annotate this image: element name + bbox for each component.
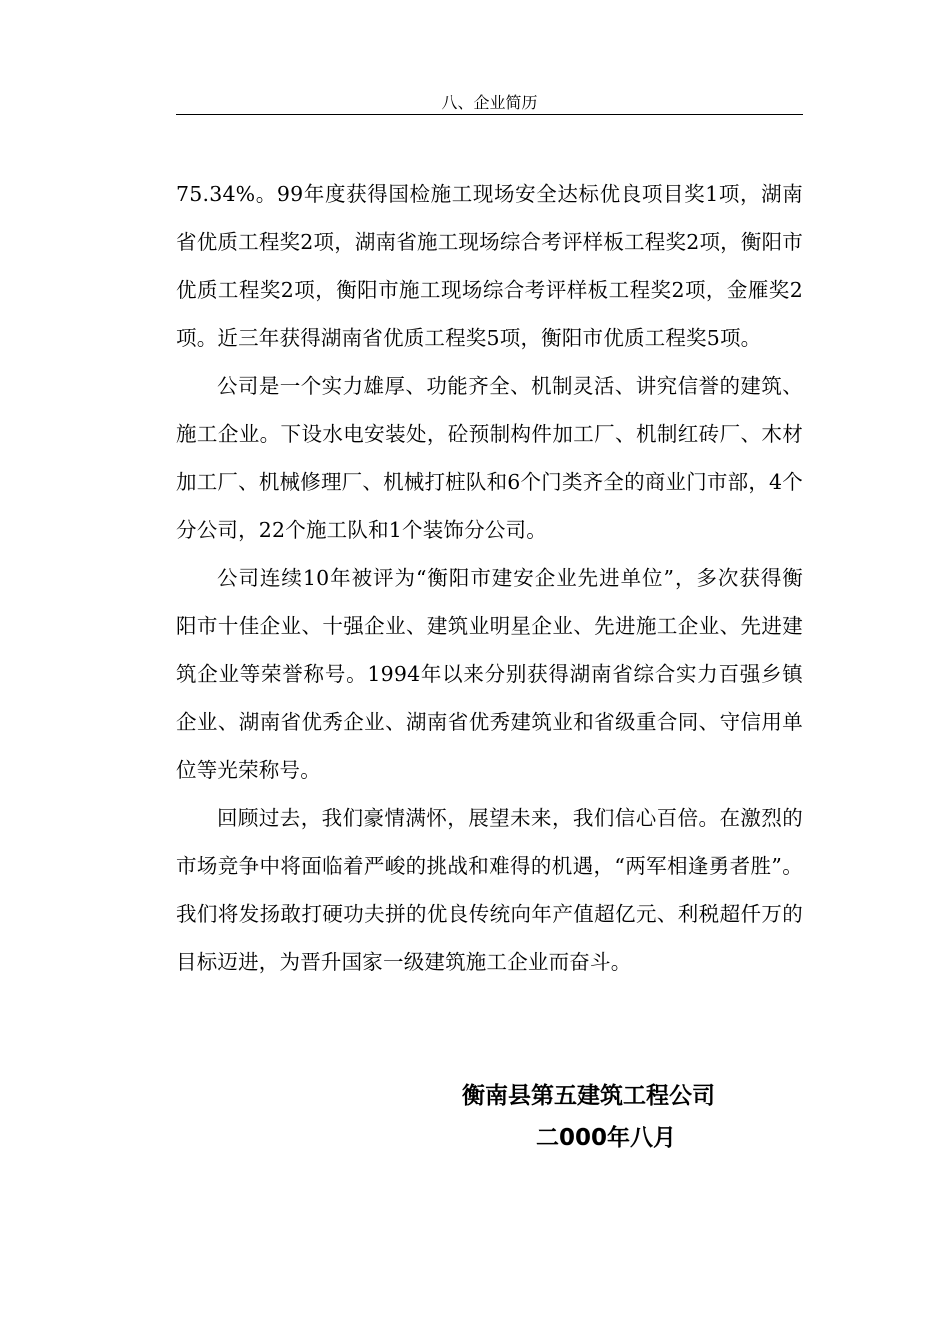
page-header-title: 八、企业简历 [441, 93, 538, 112]
signature-company: 衡南县第五建筑工程公司 [462, 1083, 715, 1109]
paragraph-awards-continued: 75.34%。99年度获得国检施工现场安全达标优良项目奖1项，湖南省优质工程奖2项，湖南省施工现场综合考评样板工程奖2项，衡阳市优质工程奖2项，衡阳市施工现场综合考评样板工程奖2项，金雁奖2项。近三年获得湖南省优质工程奖5项，衡阳市优质工程奖5项。 [176, 182, 803, 350]
paragraph-outlook: 回顾过去，我们豪情满怀，展望未来，我们信心百倍。在激烈的市场竞争中将面临着严峻的挑战和难得的机遇，“两军相逢勇者胜”。我们将发扬敢打硬功夫拼的优良传统向年产值超亿元、利税超仟万的目标迈进，为晋升国家一级建筑施工企业而奋斗。 [176, 806, 803, 974]
document-body [176, 170, 803, 986]
header-divider [176, 114, 803, 115]
paragraph-honors: 公司连续10年被评为“衡阳市建安企业先进单位”，多次获得衡阳市十佳企业、十强企业、建筑业明星企业、先进施工企业、先进建筑企业等荣誉称号。1994年以来分别获得湖南省综合实力百强乡镇企业、湖南省优秀企业、湖南省优秀建筑业和省级重合同、守信用单位等光荣称号。 [176, 566, 803, 782]
signature-date: 二000年八月 [536, 1125, 677, 1151]
paragraph-company-profile: 公司是一个实力雄厚、功能齐全、机制灵活、讲究信誉的建筑、施工企业。下设水电安装处，砼预制构件加工厂、机制红砖厂、木材加工厂、机械修理厂、机械打桩队和6个门类齐全的商业门市部，4个分公司，22个施工队和1个装饰分公司。 [176, 374, 803, 542]
